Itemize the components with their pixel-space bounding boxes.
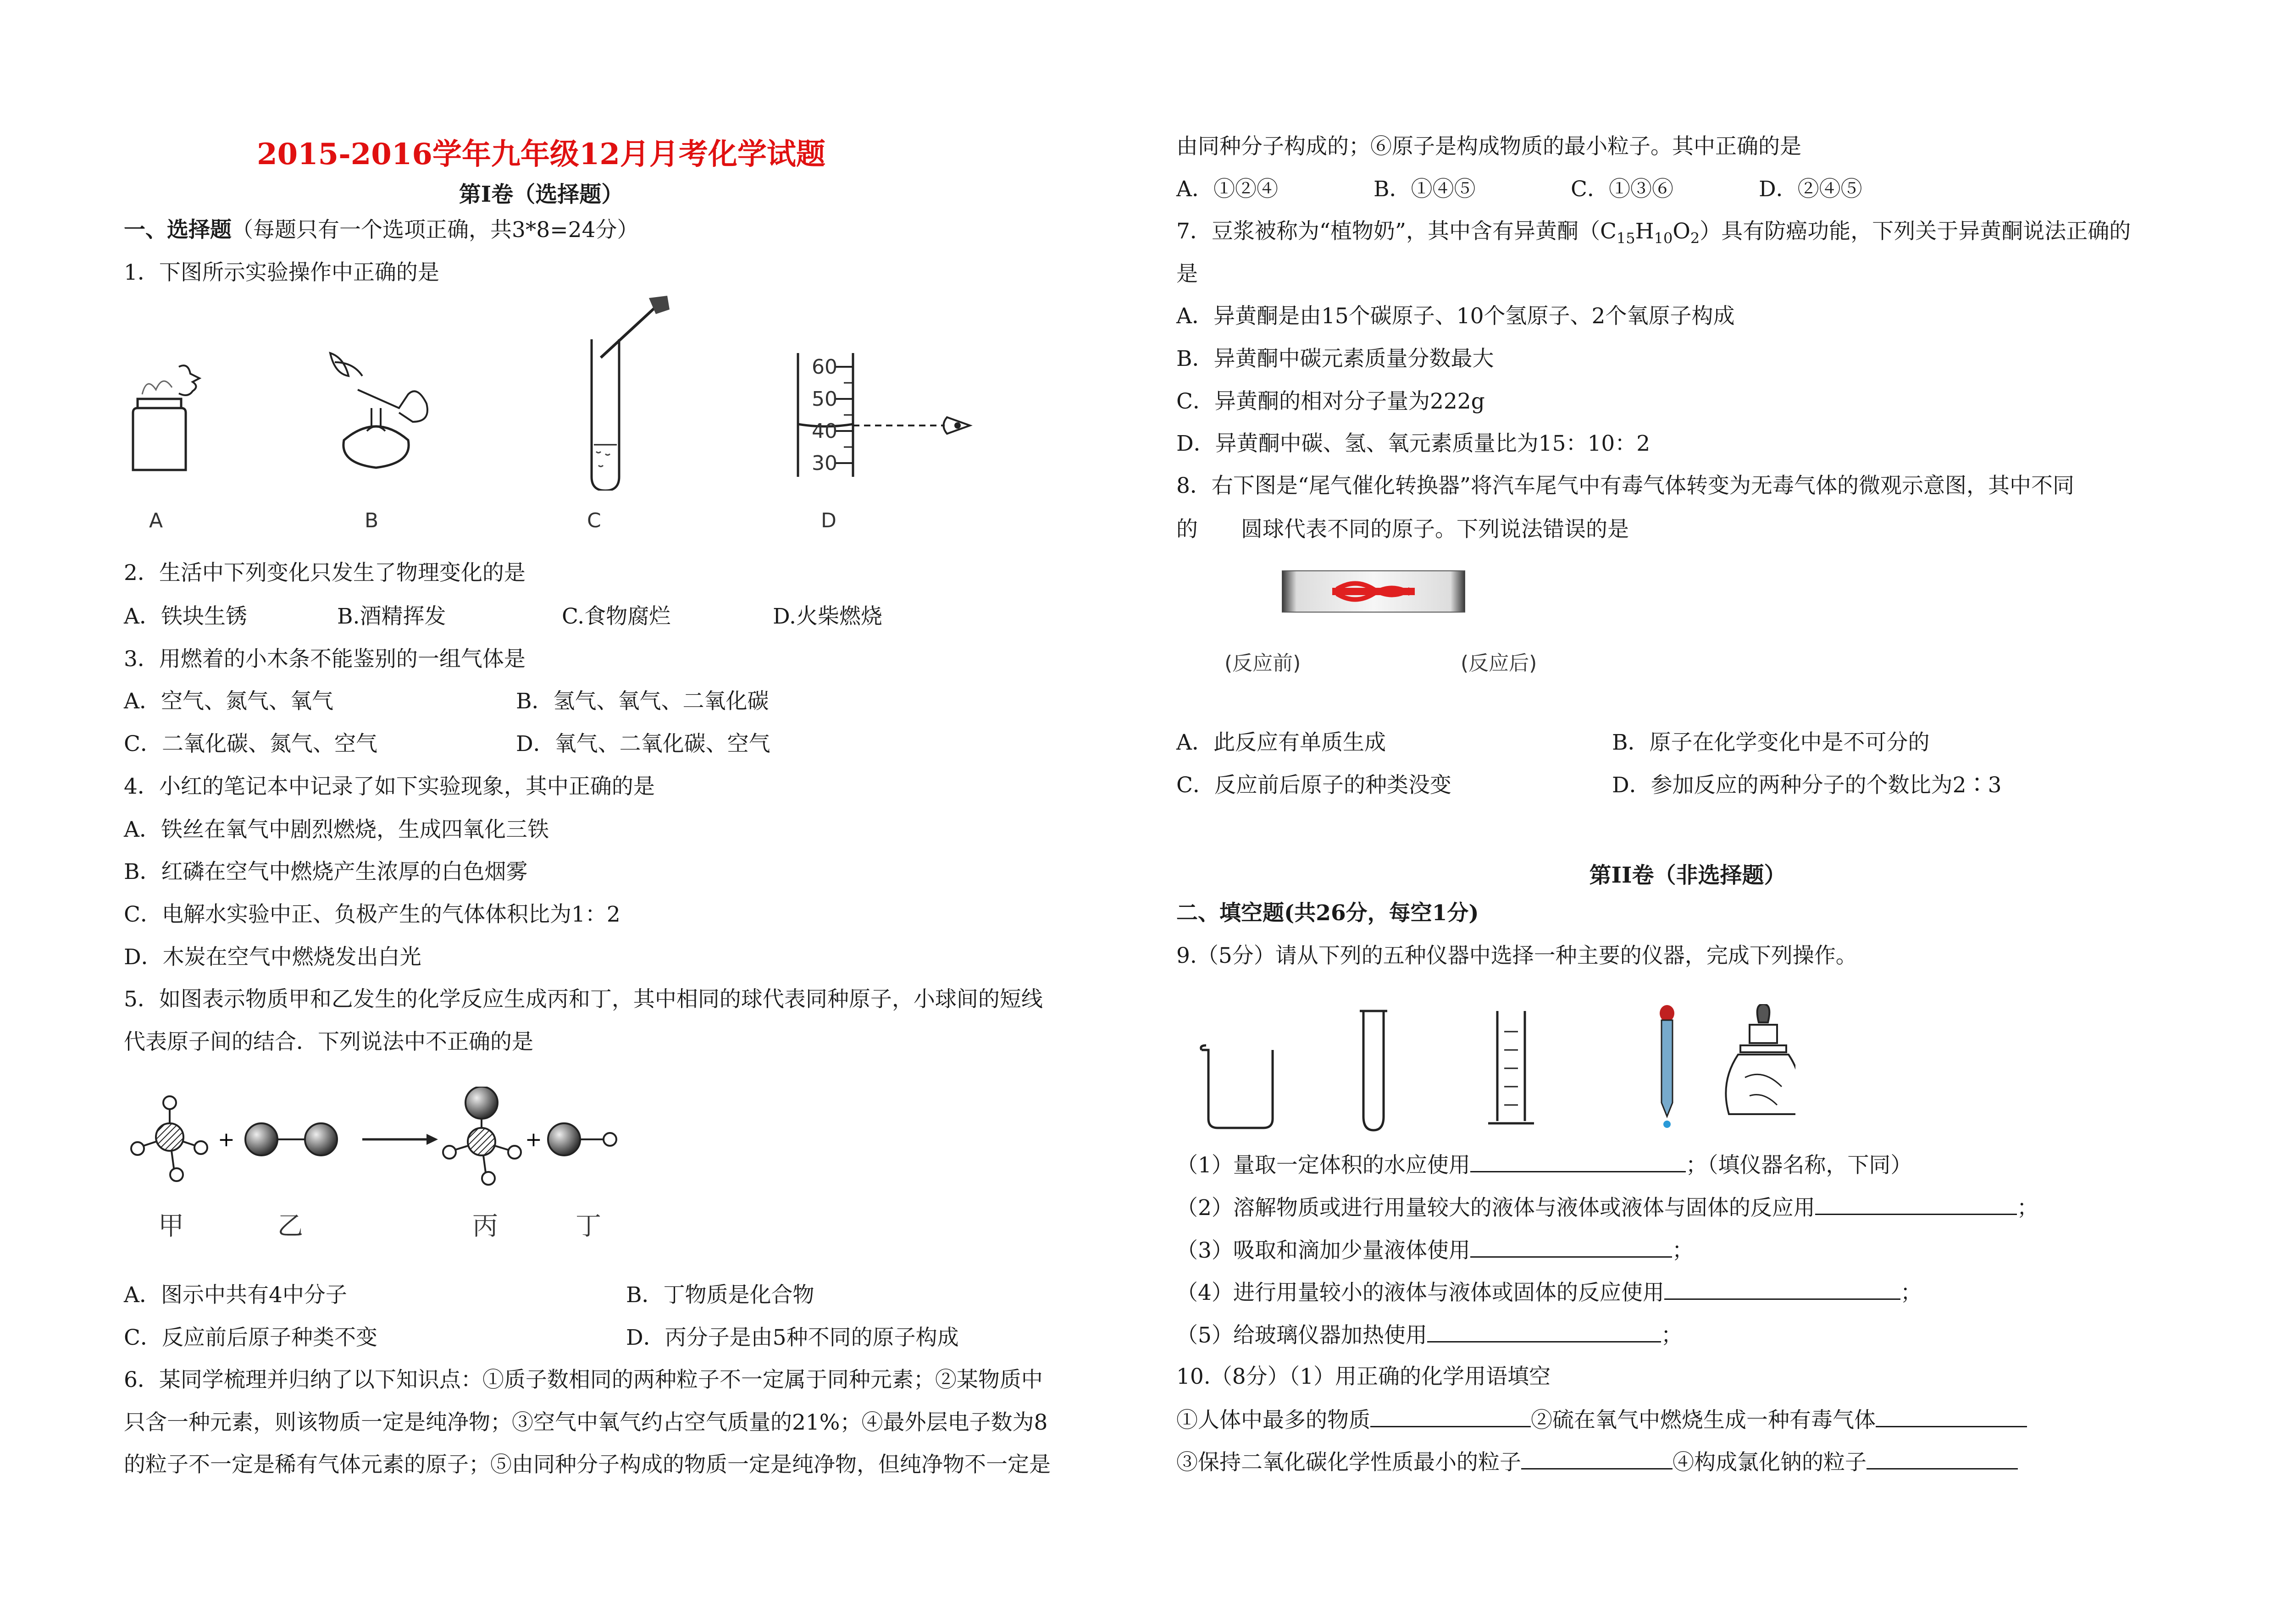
q9-item-3 bbox=[1176, 1236, 1694, 1265]
q1-tick-40: 40 bbox=[812, 420, 837, 443]
q5-label-ding: 丁 bbox=[576, 1211, 601, 1241]
q5-plus-2: + bbox=[525, 1128, 542, 1151]
beaker-icon bbox=[1201, 1045, 1273, 1128]
q6-option-b: B．①④⑤ bbox=[1374, 177, 1476, 202]
q7-line1 bbox=[1176, 218, 2131, 252]
q2-option-c: C.食物腐烂 bbox=[562, 604, 671, 629]
q9-item-4-text: （4）进行用量较小的液体与液体或固体的反应使用 bbox=[1176, 1280, 1664, 1305]
q9-item-4-tail: ； bbox=[1900, 1280, 1922, 1305]
q9-blank-1[interactable] bbox=[1470, 1151, 1686, 1172]
q5-label-bing: 丙 bbox=[472, 1211, 498, 1241]
q10-stem: 10.（8分）（1）用正确的化学用语填空 bbox=[1176, 1364, 1551, 1389]
q2-stem: 2．生活中下列变化只发生了物理变化的是 bbox=[124, 560, 526, 586]
q9-item-1 bbox=[1176, 1151, 1912, 1179]
q9-item-5-text: （5）给玻璃仪器加热使用 bbox=[1176, 1323, 1427, 1348]
alcohol-lamp-icon bbox=[1726, 1004, 1795, 1114]
q5-stem-line2: 代表原子间的结合．下列说法中不正确的是 bbox=[124, 1029, 533, 1055]
q9-item-2-tail: ； bbox=[2016, 1195, 2038, 1221]
q4-option-c: C．电解水实验中正、负极产生的气体体积比为1：2 bbox=[124, 902, 620, 927]
q9-item-5 bbox=[1176, 1321, 1683, 1349]
q10-row-2 bbox=[1176, 1448, 2018, 1476]
q8-option-a: A．此反应有单质生成 bbox=[1176, 730, 1386, 755]
q6-option-d: D．②④⑤ bbox=[1759, 177, 1862, 202]
section1-bold: 一、选择题 bbox=[124, 217, 232, 243]
q1-tick-60: 60 bbox=[812, 355, 837, 379]
q7-line1-a: 7．豆浆被称为“植物奶”，其中含有异黄酮（C bbox=[1176, 219, 1617, 244]
q5-option-a: A．图示中共有4中分子 bbox=[124, 1282, 347, 1308]
section1-rest: （每题只有一个选项正确，共3*8=24分） bbox=[232, 217, 639, 243]
q8-option-b: B．原子在化学变化中是不可分的 bbox=[1612, 730, 1930, 755]
q10-blank-4[interactable] bbox=[1867, 1448, 2018, 1469]
q7-sub-c: 15 bbox=[1616, 229, 1635, 247]
q5-label-yi: 乙 bbox=[277, 1211, 303, 1241]
q5-option-c: C．反应前后原子种类不变 bbox=[124, 1325, 377, 1350]
q1-figure-a bbox=[124, 348, 243, 477]
q6-line3: 的粒子不一定是稀有气体元素的原子；⑤由同种分子构成的物质一定是纯净物，但纯净物不一定是 bbox=[124, 1452, 1051, 1477]
q8-option-d: D．参加反应的两种分子的个数比为2∶3 bbox=[1612, 773, 2002, 798]
q10-blank-2[interactable] bbox=[1876, 1406, 2027, 1427]
q9-blank-2[interactable] bbox=[1815, 1193, 2017, 1215]
q8-label-after: (反应后) bbox=[1461, 652, 1537, 675]
test-tube-icon bbox=[1360, 1011, 1387, 1130]
graduated-cylinder-icon bbox=[1488, 1011, 1534, 1123]
q7-line1-b: ）具有防癌功能，下列关于异黄酮说法正确的 bbox=[1700, 219, 2131, 244]
q1-stem: 1．下图所示实验操作中正确的是 bbox=[124, 260, 439, 285]
part1-title: 第Ⅰ卷（选择题） bbox=[459, 182, 624, 207]
q8-label-before: (反应前) bbox=[1224, 652, 1301, 675]
q9-item-3-text: （3）吸取和滴加少量液体使用 bbox=[1176, 1238, 1470, 1263]
q9-item-3-tail: ； bbox=[1672, 1238, 1694, 1263]
q1-label-a: A bbox=[149, 509, 163, 532]
q3-option-a: A．空气、氮气、氧气 bbox=[124, 689, 333, 714]
q9-instruments-figure bbox=[1199, 1004, 1795, 1132]
q4-option-b: B．红磷在空气中燃烧产生浓厚的白色烟雾 bbox=[124, 859, 528, 884]
q7-mid-o: O bbox=[1673, 219, 1690, 244]
q7-option-c: C．异黄酮的相对分子量为222g bbox=[1176, 389, 1485, 414]
q9-blank-3[interactable] bbox=[1470, 1236, 1672, 1258]
q2-option-d: D.火柴燃烧 bbox=[773, 604, 882, 629]
q5-plus-1: + bbox=[218, 1128, 235, 1151]
q9-stem: 9.（5分）请从下列的五种仪器中选择一种主要的仪器，完成下列操作。 bbox=[1176, 943, 1857, 968]
q5-reaction-figure bbox=[124, 1087, 637, 1224]
q1-label-d: D bbox=[821, 509, 836, 532]
q3-option-c: C．二氧化碳、氮气、空气 bbox=[124, 731, 377, 757]
q6-line1: 6．某同学梳理并归纳了以下知识点：①质子数相同的两种粒子不一定属于同种元素；②某物质中 bbox=[124, 1367, 1043, 1392]
q6-line4: 由同种分子构成的；⑥原子是构成物质的最小粒子。其中正确的是 bbox=[1176, 134, 1801, 159]
q10-item-3: ③保持二氧化碳化学性质最小的粒子 bbox=[1176, 1450, 1521, 1475]
q3-stem: 3．用燃着的小木条不能鉴别的一组气体是 bbox=[124, 646, 526, 672]
q10-item-4: ④构成氯化钠的粒子 bbox=[1673, 1450, 1867, 1475]
q5-label-jia: 甲 bbox=[158, 1211, 184, 1241]
q8-option-c: C．反应前后原子的种类没变 bbox=[1176, 773, 1451, 798]
q8-line1: 8．右下图是“尾气催化转换器”将汽车尾气中有毒气体转变为无毒气体的微观示意图，其中不同 bbox=[1176, 473, 2074, 498]
q4-option-d: D．木炭在空气中燃烧发出白光 bbox=[124, 945, 421, 970]
q9-item-1-text: （1）量取一定体积的水应使用 bbox=[1176, 1153, 1470, 1178]
q7-sub-h: 10 bbox=[1654, 229, 1673, 247]
exam-title: 2015-2016学年九年级12月月考化学试题 bbox=[257, 137, 825, 171]
q1-figure-b bbox=[326, 348, 445, 486]
q3-option-b: B．氢气、氧气、二氧化碳 bbox=[516, 689, 769, 714]
q9-item-1-tail: ；（填仪器名称，下同） bbox=[1685, 1153, 1912, 1178]
q1-label-b: B bbox=[365, 509, 379, 532]
q9-item-2 bbox=[1176, 1193, 2038, 1222]
q9-blank-4[interactable] bbox=[1664, 1278, 1900, 1300]
dropper-icon bbox=[1660, 1005, 1674, 1128]
q10-item-1: ①人体中最多的物质 bbox=[1176, 1408, 1370, 1433]
q7-line2: 是 bbox=[1176, 261, 1198, 287]
q9-item-2-text: （2）溶解物质或进行用量较大的液体与液体或液体与固体的反应用 bbox=[1176, 1195, 1815, 1221]
q1-tick-50: 50 bbox=[812, 387, 837, 411]
q5-option-d: D．丙分子是由5种不同的原子构成 bbox=[626, 1325, 959, 1350]
q10-row-1 bbox=[1176, 1406, 2027, 1434]
section2-heading: 二、填空题(共26分，每空1分) bbox=[1176, 900, 1479, 926]
q6-line2: 只含一种元素，则该物质一定是纯净物；③空气中氧气约占空气质量的21%；④最外层电子数为8 bbox=[124, 1410, 1048, 1435]
q5-option-b: B．丁物质是化合物 bbox=[626, 1282, 814, 1308]
q6-option-a: A．①②④ bbox=[1176, 177, 1278, 202]
q10-blank-1[interactable] bbox=[1370, 1406, 1531, 1427]
part2-title: 第II卷（非选择题） bbox=[1589, 862, 1786, 888]
q10-item-2: ②硫在氧气中燃烧生成一种有毒气体 bbox=[1531, 1408, 1876, 1433]
q2-option-a: A．铁块生锈 bbox=[124, 604, 247, 629]
q8-converter-figure bbox=[1282, 569, 1465, 614]
q3-option-d: D．氧气、二氧化碳、空气 bbox=[516, 731, 770, 757]
q8-line2: 的 圆球代表不同的原子。下列说法错误的是 bbox=[1176, 517, 1629, 542]
q2-option-b: B.酒精挥发 bbox=[337, 604, 446, 629]
q7-option-a: A．异黄酮是由15个碳原子、10个氢原子、2个氧原子构成 bbox=[1176, 304, 1735, 329]
q9-item-5-tail: ； bbox=[1661, 1323, 1683, 1348]
q1-label-c: C bbox=[587, 509, 601, 532]
section1-heading bbox=[124, 216, 639, 244]
q7-sub-o: 2 bbox=[1690, 229, 1700, 247]
q4-stem: 4．小红的笔记本中记录了如下实验现象，其中正确的是 bbox=[124, 774, 655, 799]
q1-tick-30: 30 bbox=[812, 452, 837, 475]
q9-item-4 bbox=[1176, 1278, 1922, 1307]
q5-stem-line1: 5．如图表示物质甲和乙发生的化学反应生成丙和丁，其中相同的球代表同种原子，小球间的短线 bbox=[124, 987, 1043, 1012]
q7-option-d: D．异黄酮中碳、氢、氧元素质量比为15：10：2 bbox=[1176, 431, 1651, 456]
q9-blank-5[interactable] bbox=[1427, 1321, 1661, 1342]
q6-option-c: C．①③⑥ bbox=[1571, 177, 1673, 202]
q1-figure-c bbox=[569, 293, 688, 491]
q7-mid-h: H bbox=[1635, 219, 1654, 244]
q10-blank-3[interactable] bbox=[1521, 1448, 1673, 1469]
q7-option-b: B．异黄酮中碳元素质量分数最大 bbox=[1176, 346, 1494, 371]
q4-option-a: A．铁丝在氧气中剧烈燃烧，生成四氧化三铁 bbox=[124, 817, 549, 842]
